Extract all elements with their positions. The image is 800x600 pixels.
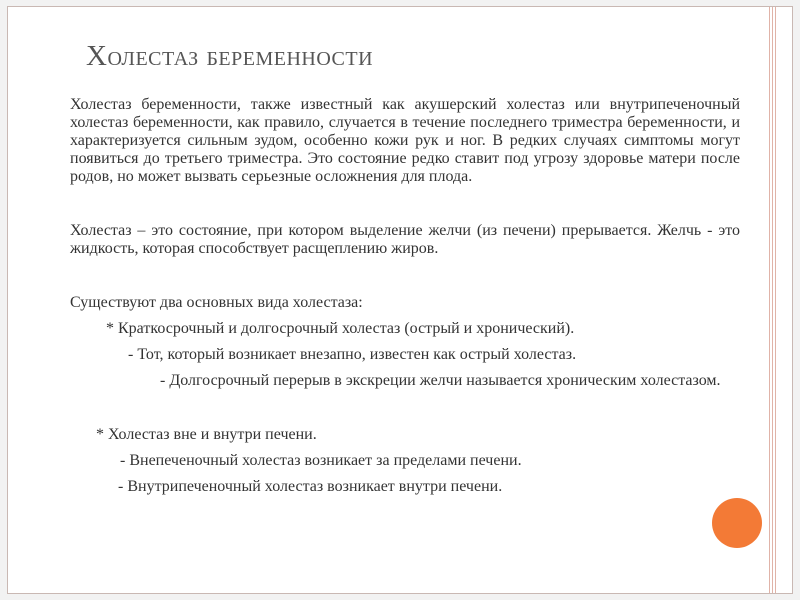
paragraph-text: Существуют два основных вида холестаза:	[70, 294, 363, 311]
bullet-icon	[40, 225, 49, 234]
sub-item	[40, 372, 740, 390]
bullet-icon	[40, 297, 49, 306]
sub-item-text: - Долгосрочный перерыв в экскреции желчи называется хроническим холестазом.	[160, 372, 721, 389]
sub-item-text: - Внутрипеченочный холестаз возникает внутри печени.	[118, 478, 503, 495]
slide-content	[40, 96, 740, 496]
paragraph	[40, 294, 740, 312]
decorative-rule	[772, 7, 773, 593]
sub-item-text: - Тот, который возникает внезапно, известен как острый холестаз.	[128, 346, 577, 363]
decorative-rule	[769, 7, 770, 593]
sub-item	[40, 452, 740, 470]
paragraph-text: Холестаз – это состояние, при котором выделение желчи (из печени) прерывается. Желчь - это жидкость, которая способствует расщеплению жиров.	[70, 222, 740, 257]
sub-item	[40, 320, 740, 338]
paragraph-text: Холестаз беременности, также известный как акушерский холестаз или внутрипеченочный холестаз беременности, как правило, случается в течение последнего триместра беременности, и характеризуется сильным зудом, особенно кожи рук и ног. В редких случаях симптомы могут появиться до третьего триместра. Это состояние редко ставит под угрозу здоровье матери после родов, но может вызвать серьезные осложнения для плода.	[70, 96, 740, 185]
sub-item	[40, 346, 740, 364]
paragraph	[40, 96, 740, 186]
sub-item-text: * Краткосрочный и долгосрочный холестаз (острый и хронический).	[106, 320, 575, 337]
sub-item	[40, 478, 740, 496]
bullet-icon	[40, 481, 49, 490]
decorative-circle	[712, 498, 762, 548]
sub-item	[40, 426, 740, 444]
sub-item-text: * Холестаз вне и внутри печени.	[96, 426, 317, 443]
sub-item-text: - Внепеченочный холестаз возникает за пределами печени.	[120, 452, 522, 469]
bullet-icon	[40, 375, 49, 384]
paragraph	[40, 222, 740, 258]
slide-title: Холестаз беременности	[86, 40, 374, 72]
decorative-rule	[775, 7, 776, 593]
bullet-icon	[40, 99, 49, 108]
